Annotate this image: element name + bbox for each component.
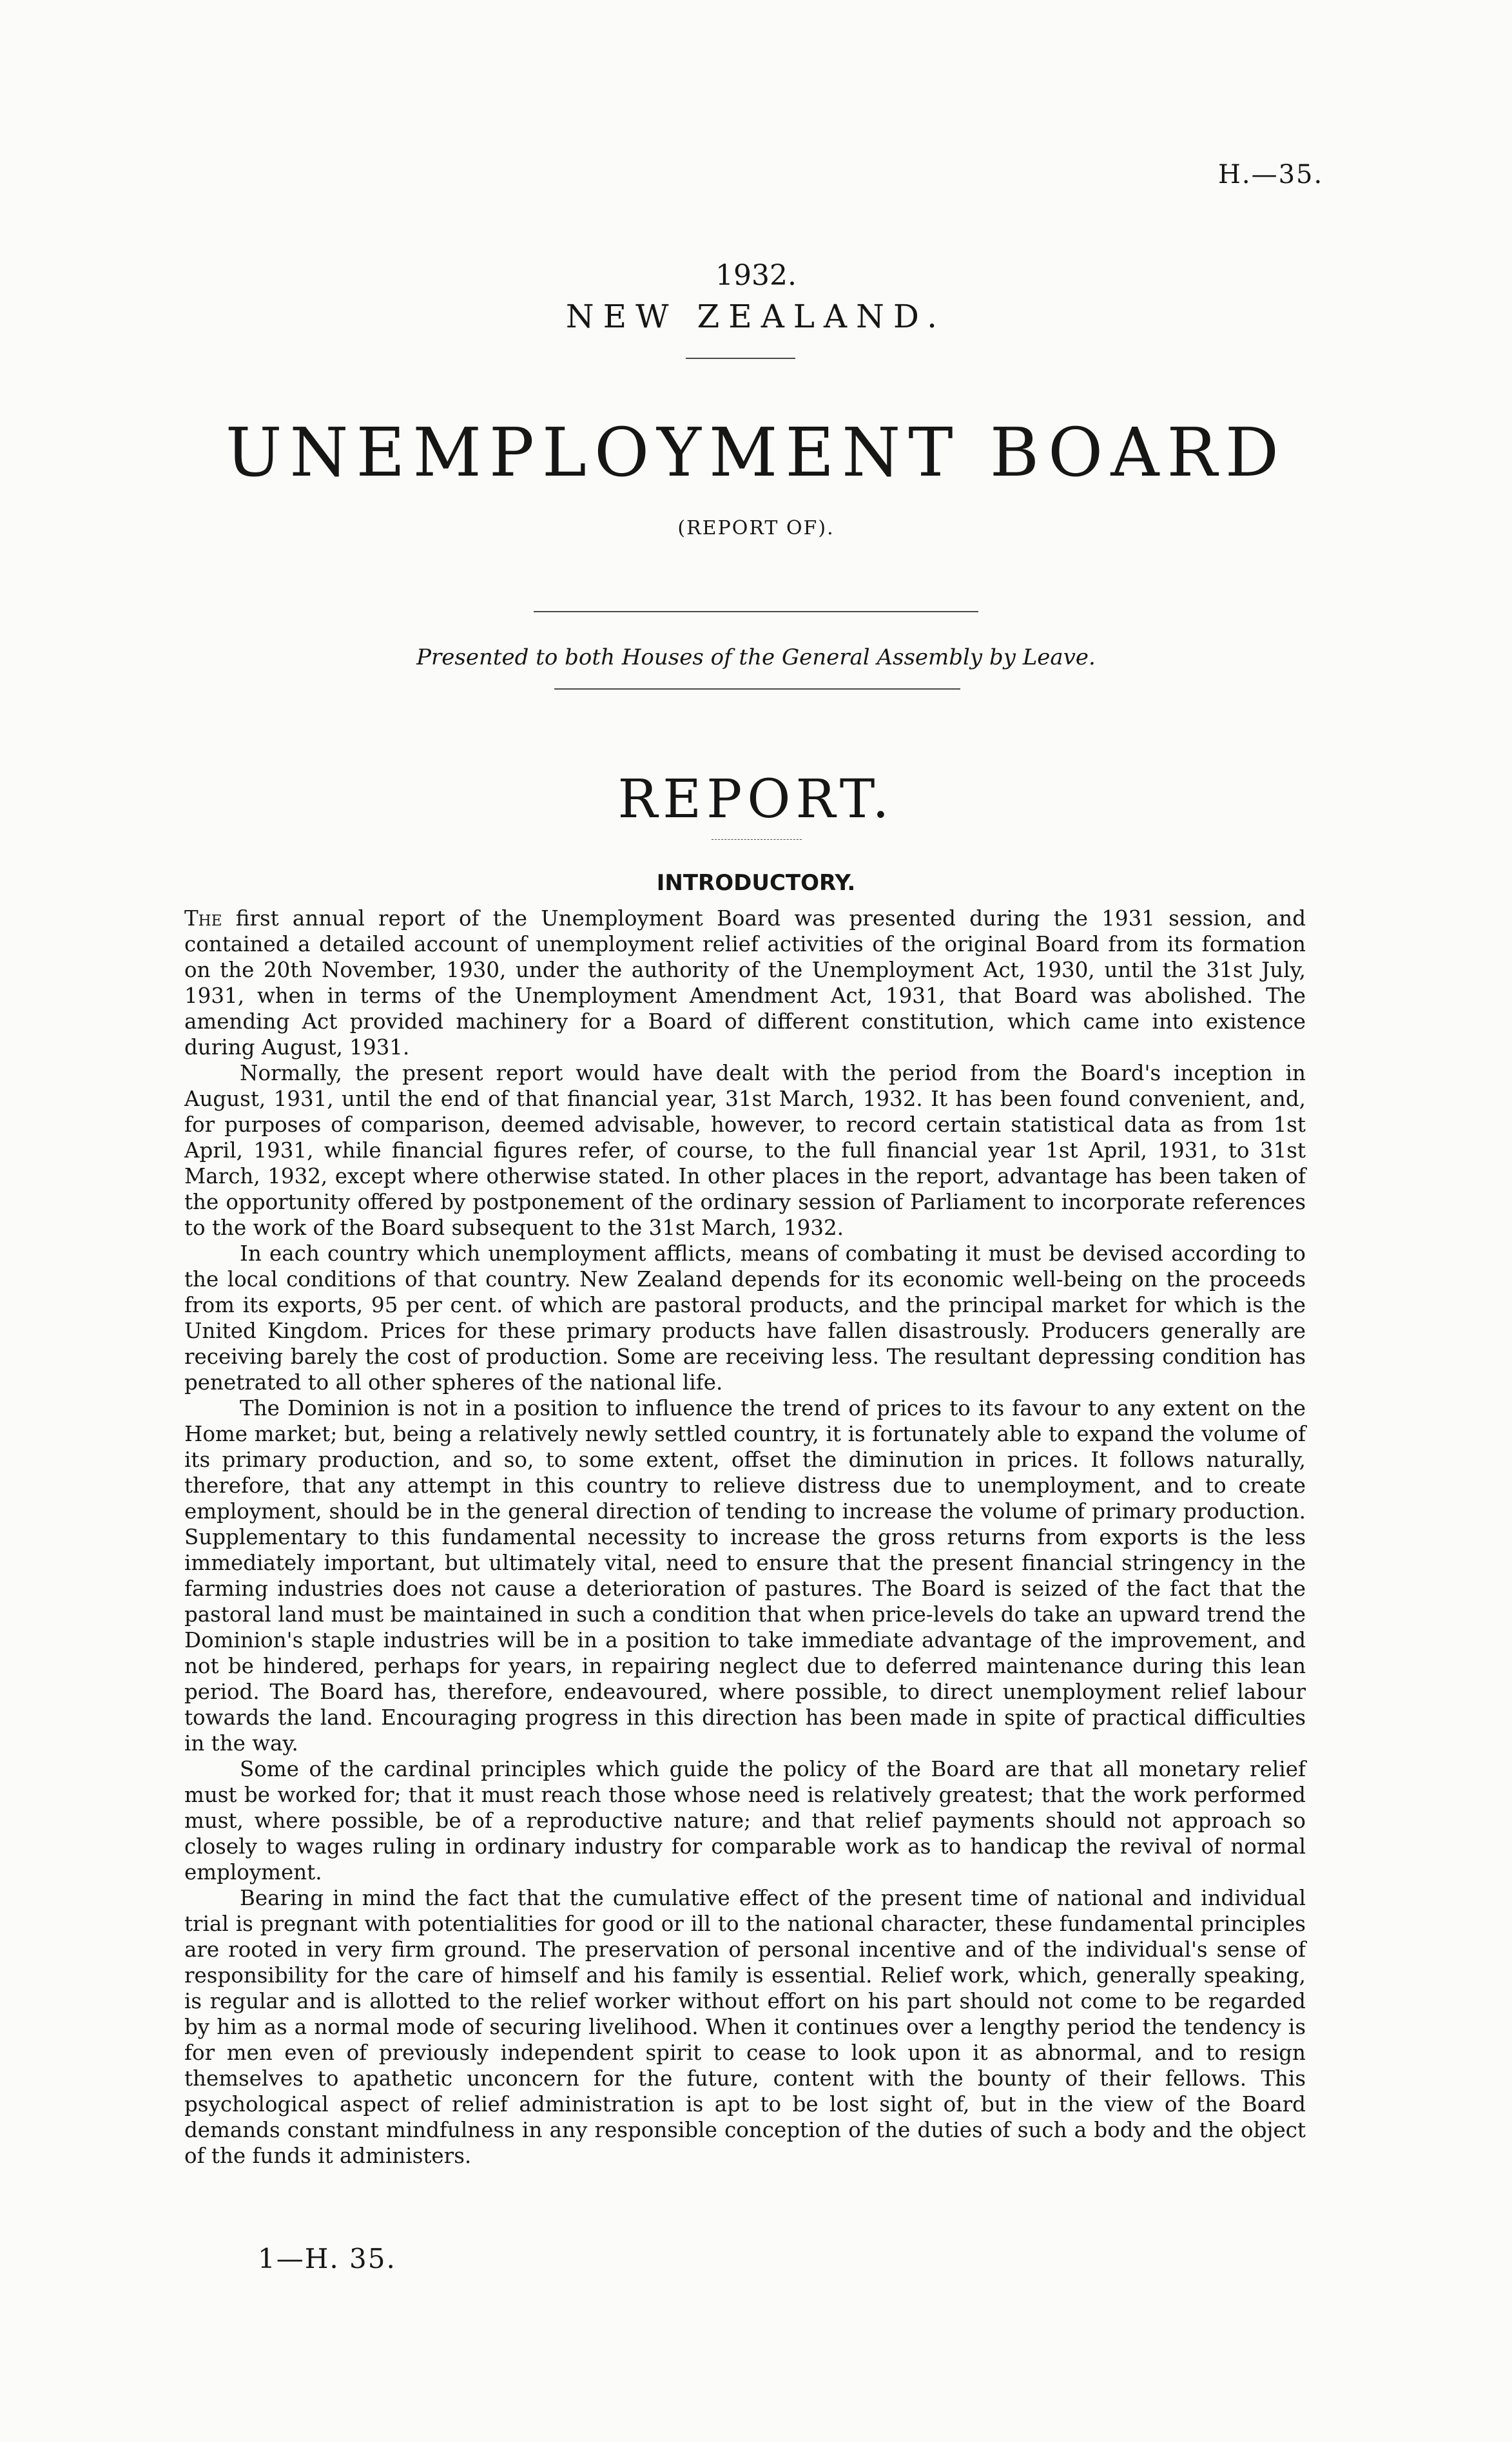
presented-line: Presented to both Houses of the General Assembly by Leave. [416,644,1096,670]
document-title: UNEMPLOYMENT BOARD [225,413,1287,492]
paragraph-1-text: first annual report of the Unemployment Board was presented during the 1931 session, and contained a detailed account of unemployment relief activities of the original Board from its formation on the 20th November, 1930, under the authority of the Unemployment Act, 1930, until the 31st July, 1931, when in terms of the Unemployment Amendment Act, 1931, that Board was abolished. The amending Act provided machinery for a Board of different constitution, which came into existence during August, 1931. [184,906,1306,1060]
divider-rule [712,839,802,840]
report-body [184,906,1306,2169]
document-subtitle: (REPORT OF). [677,517,835,539]
report-heading: REPORT. [617,769,895,830]
divider-rule [534,611,978,612]
section-heading: INTRODUCTORY. [656,870,856,896]
document-reference: H.—35. [1218,160,1324,189]
paragraph-5: Some of the cardinal principles which guide the policy of the Board are that all monetary relief must be worked for; that it must reach those whose need is relatively greatest; that the work performed must, where possible, be of a reproductive nature; and that relief payments should not approach so closely to wages ruling in ordinary industry for comparable work as to handicap the revival of normal employment. [184,1757,1306,1885]
footer-signature: 1—H. 35. [258,2243,396,2274]
divider-rule [554,688,960,690]
divider-rule [686,358,795,359]
paragraph-2: Normally, the present report would have dealt with the period from the Board's inception in August, 1931, until the end of that financial year, 31st March, 1932. It has been found convenient, and, for purposes of comparison, deemed advisable, however, to record certain statistical data as from 1st April, 1931, while financial figures refer, of course, to the full financial year 1st April, 1931, to 31st March, 1932, except where otherwise stated. In other places in the report, advantage has been taken of the opportunity offered by postponement of the ordinary session of Parliament to incorporate references to the work of the Board subsequent to the 31st March, 1932. [184,1061,1306,1240]
document-country: NEW ZEALAND. [565,298,947,335]
paragraph-4: The Dominion is not in a position to influence the trend of prices to its favour to any extent on the Home market; but, being a relatively newly settled country, it is fortunately able to expand the volume of its primary production, and so, to some extent, offset the diminution in prices. It follows naturally, therefore, that any attempt in this country to relieve distress due to unemployment, and to create employment, should be in the general direction of tending to increase the volume of primary production. Supplementary to this fundamental necessity to increase the gross returns from exports is the less immediately important, but ultimately vital, need to ensure that the present financial stringency in the farming industries does not cause a deterioration of pastures. The Board is seized of the fact that the pastoral land must be maintained in such a condition that when price-levels do take an upward trend the Dominion's staple industries will be in a position to take immediate advantage of the improvement, and not be hindered, perhaps for years, in repairing neglect due to deferred maintenance during this lean period. The Board has, therefore, endeavoured, where possible, to direct unemployment relief labour towards the land. Encouraging progress in this direction has been made in spite of practical difficulties in the way. [184,1396,1306,1756]
paragraph-3: In each country which unemployment afflicts, means of combating it must be devised according to the local conditions of that country. New Zealand depends for its economic well-being on the proceeds from its exports, 95 per cent. of which are pastoral products, and the principal market for which is the United Kingdom. Prices for these primary products have fallen disastrously. Producers generally are receiving barely the cost of production. Some are receiving less. The resultant depressing condition has penetrated to all other spheres of the national life. [184,1241,1306,1395]
paragraph-6: Bearing in mind the fact that the cumulative effect of the present time of national and individual trial is pregnant with potentialities for good or ill to the national character, these fundamental principles are rooted in very firm ground. The preservation of personal incentive and of the individual's sense of responsibility for the care of himself and his family is essential. Relief work, which, generally speaking, is regular and is allotted to the relief worker without effort on his part should not come to be regarded by him as a normal mode of securing livelihood. When it continues over a lengthy period the tendency is for men even of previously independent spirit to cease to look upon it as abnormal, and to resign themselves to apathetic unconcern for the future, content with the bounty of their fellows. This psychological aspect of relief administration is apt to be lost sight of, but in the view of the Board demands constant mindfulness in any responsible conception of the duties of such a body and the object of the funds it administers. [184,1886,1306,2168]
paragraph-1 [184,906,1306,1060]
drop-word: The [184,906,222,931]
document-year: 1932. [715,259,797,292]
